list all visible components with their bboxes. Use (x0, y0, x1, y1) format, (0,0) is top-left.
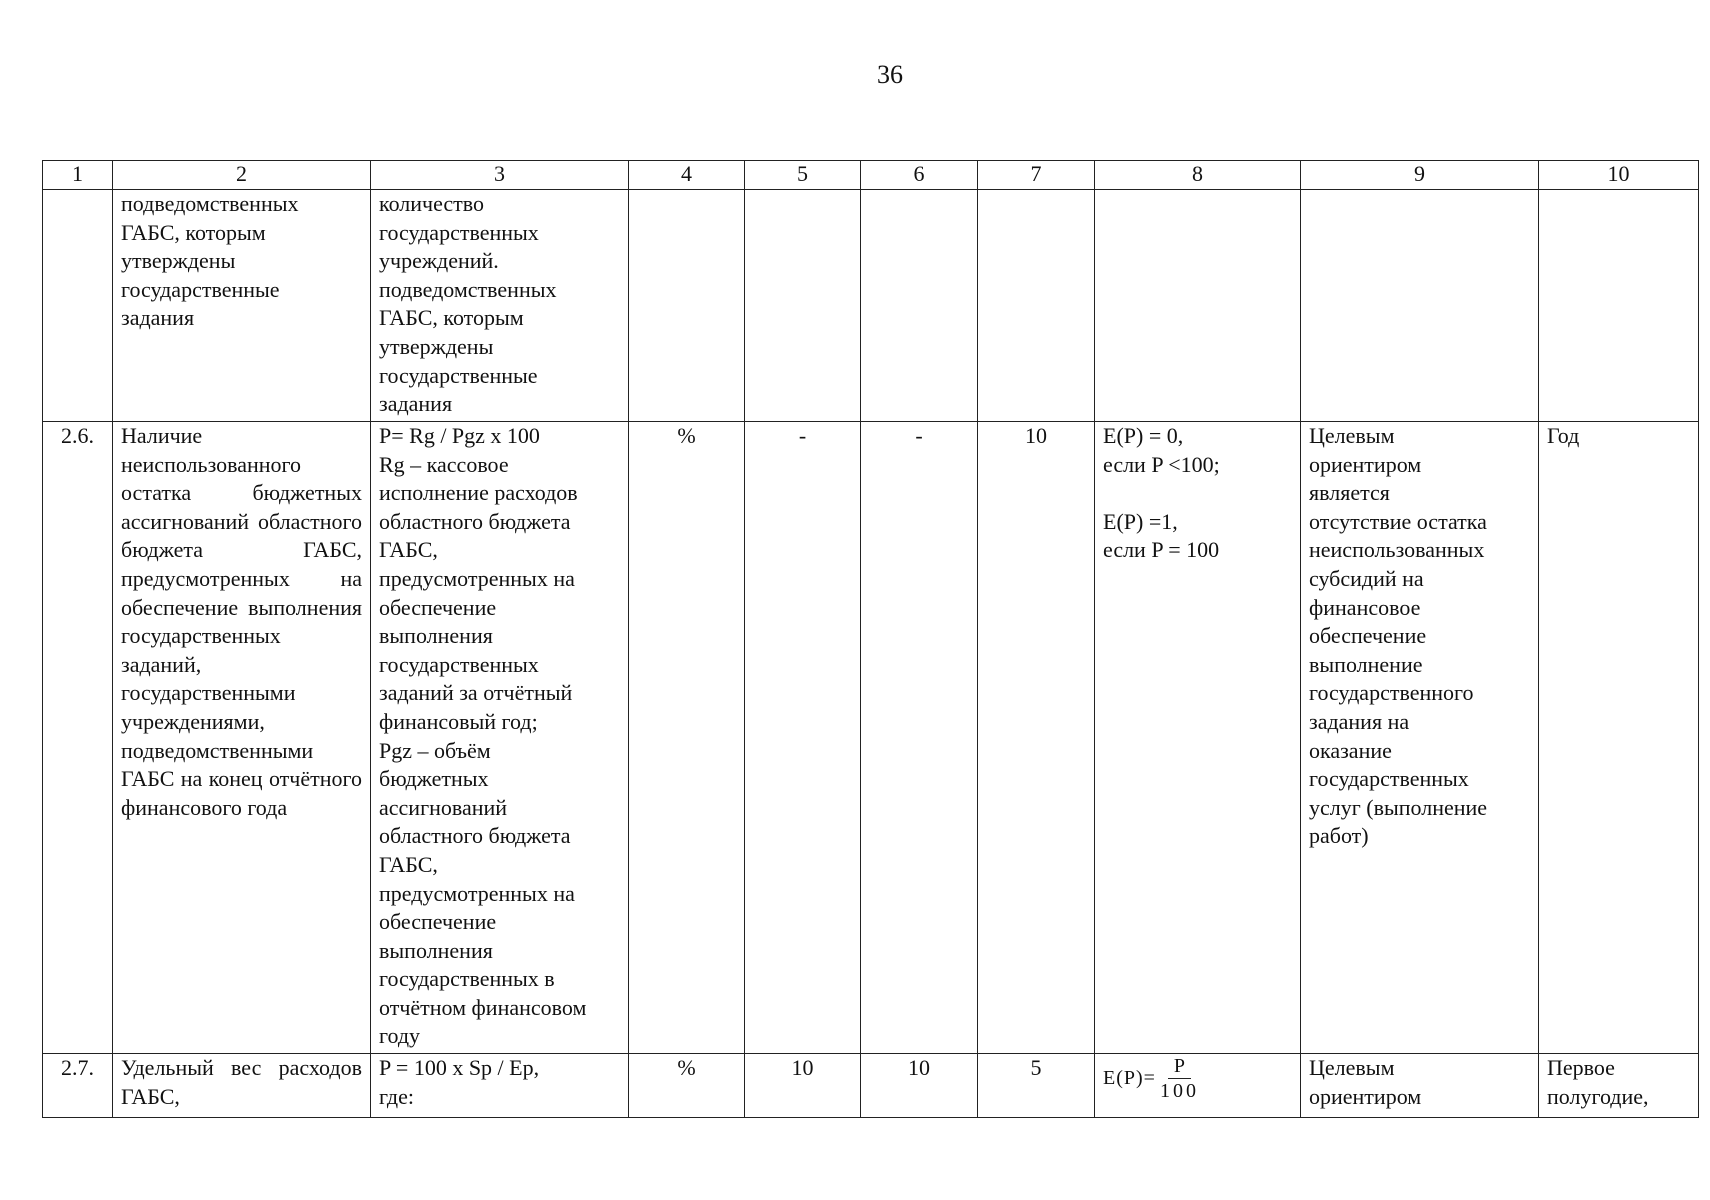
cont-cell-7 (978, 190, 1095, 422)
row-2-7-col6: 10 (861, 1054, 978, 1118)
header-cell-4: 4 (629, 161, 745, 190)
row-2-6-formula-text: P= Rg / Pgz x 100 Rg – кассовое исполнение расходов областного бюджета ГАБС, предусмотренных на обеспечение выполнения государственных заданий за отчётный финансовый год; Pgz – объём бюджетных ассигнований областного бюджета ГАБС, предусмотренных на обеспечение выполнения государственных в отчётном финансовом году (379, 423, 587, 1049)
row-2-7-period-cell (1539, 1054, 1699, 1118)
cont-indicator-name (113, 190, 371, 422)
cont-cell-6 (861, 190, 978, 422)
row-2-6-number: 2.6. (43, 422, 113, 1054)
formula-fraction (1160, 1054, 1199, 1103)
row-2-6-col6: - (861, 422, 978, 1054)
table-row-2-6 (43, 422, 1699, 1054)
cont-cell-5 (745, 190, 861, 422)
header-cell-1: 1 (43, 161, 113, 190)
row-2-7-evaluation-cell (1095, 1054, 1301, 1118)
row-2-7-unit: % (629, 1054, 745, 1118)
header-cell-3: 3 (371, 161, 629, 190)
header-cell-6: 6 (861, 161, 978, 190)
header-cell-10: 10 (1539, 161, 1699, 190)
row-2-7-target-text: Целевым ориентиром (1309, 1055, 1422, 1109)
row-2-6-formula-cell (371, 422, 629, 1054)
cont-cell-4 (629, 190, 745, 422)
row-2-7-formula-cell (371, 1054, 629, 1118)
formula-lhs: E(P)= (1103, 1067, 1156, 1090)
row-2-6-col5: - (745, 422, 861, 1054)
table-row-continuation (43, 190, 1699, 422)
header-cell-2: 2 (113, 161, 371, 190)
evaluation-formula (1103, 1054, 1199, 1103)
cont-formula-text: количество государственных учреждений. подведомственных ГАБС, которым утверждены государственные задания (379, 191, 557, 417)
row-2-6-evaluation-cell (1095, 422, 1301, 1054)
row-2-7-weight: 5 (978, 1054, 1095, 1118)
row-2-6-target-text: Целевым ориентиром является отсутствие остатка неиспользованных субсидий на финансовое обеспечение выполнение государственного задания на оказание государственных услуг (выполнение работ) (1309, 423, 1488, 849)
header-row (43, 161, 1699, 190)
row-2-6-weight: 10 (978, 422, 1095, 1054)
row-2-7-formula-text: P = 100 x Sp / Ep, где: (379, 1055, 540, 1109)
indicator-table (42, 160, 1699, 1118)
row-2-7-target-cell (1301, 1054, 1539, 1118)
row-2-7-col5: 10 (745, 1054, 861, 1118)
row-2-6-period: Год (1539, 422, 1699, 1054)
cont-cell-9 (1301, 190, 1539, 422)
formula-denominator: 100 (1159, 1080, 1199, 1102)
cont-cell-8 (1095, 190, 1301, 422)
cont-cell-10 (1539, 190, 1699, 422)
row-2-6-evaluation-text: E(P) = 0, если P <100; E(P) =1, если P = 100 (1103, 423, 1220, 563)
formula-numerator: P (1168, 1054, 1191, 1079)
table-row-2-7 (43, 1054, 1699, 1118)
row-2-6-indicator-name: Наличие неиспользованного остатка бюджетных ассигнований областного бюджета ГАБС, предусмотренных на обеспечение выполнения государственных заданий, государственными учреждениями, подведомственными ГАБС на конец отчётного финансового года (113, 422, 371, 1054)
cont-indicator-text: подведомственных ГАБС, которым утверждены государственные задания (121, 191, 299, 331)
header-cell-7: 7 (978, 161, 1095, 190)
header-cell-9: 9 (1301, 161, 1539, 190)
header-cell-5: 5 (745, 161, 861, 190)
cont-number-cell (43, 190, 113, 422)
row-2-7-period-text: Первое полугодие, (1547, 1055, 1649, 1109)
cont-formula-cell (371, 190, 629, 422)
header-cell-8: 8 (1095, 161, 1301, 190)
page-number: 36 (877, 60, 903, 89)
row-2-7-number: 2.7. (43, 1054, 113, 1118)
row-2-7-indicator-name: Удельный вес расходов ГАБС, (113, 1054, 371, 1118)
row-2-6-unit: % (629, 422, 745, 1054)
row-2-6-target-cell (1301, 422, 1539, 1054)
